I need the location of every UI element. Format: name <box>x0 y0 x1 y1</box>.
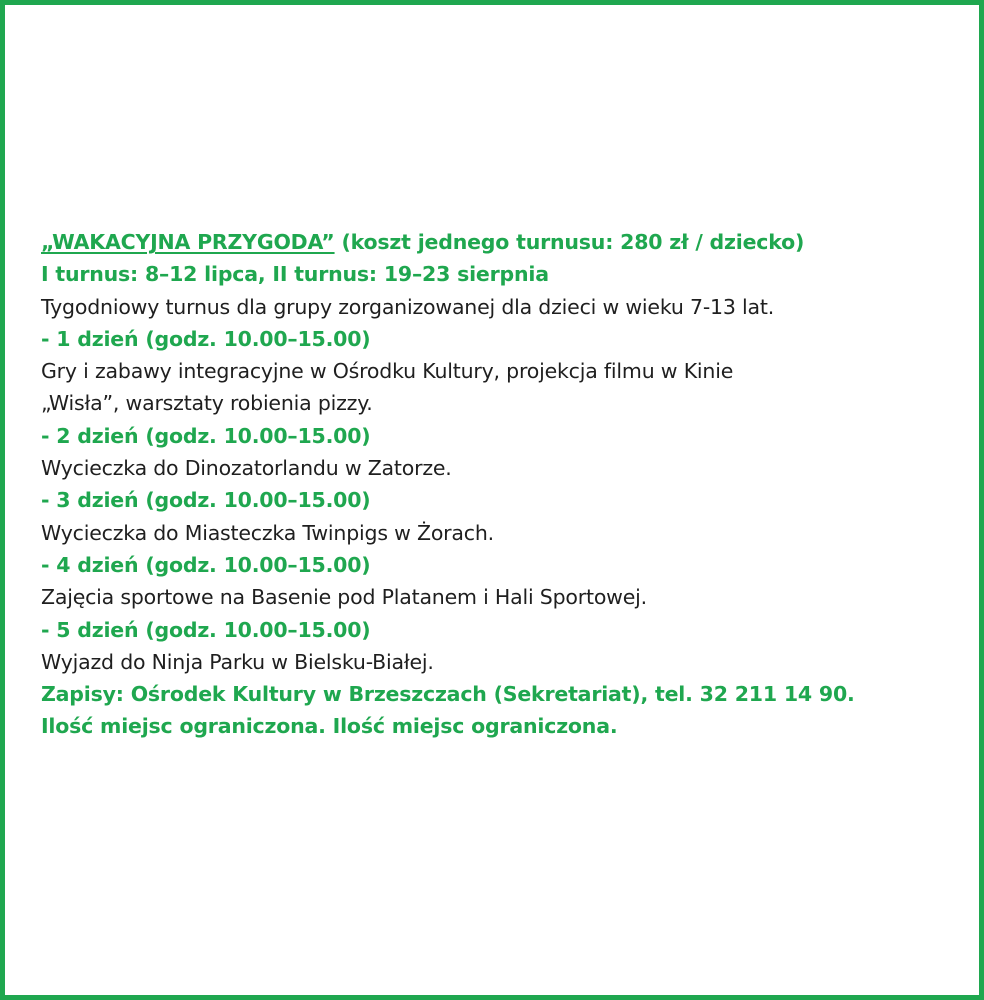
intro-text: Tygodniowy turnus dla grupy zorganizowanej dla dzieci w wieku 7-13 lat. <box>41 294 775 319</box>
day-1-description-line-2: „Wisła”, warsztaty robienia pizzy. <box>41 391 373 416</box>
day-3-description: Wycieczka do Miasteczka Twinpigs w Żorach. <box>41 520 494 545</box>
event-title: „WAKACYJNA PRZYGODA” <box>41 230 335 254</box>
day-4-heading: - 4 dzień (godz. 10.00–15.00) <box>41 552 371 577</box>
day-5-description: Wyjazd do Ninja Parku w Bielsku-Białej. <box>41 649 434 674</box>
limited-places: Ilość miejsc ograniczona. Ilość miejsc ograniczona. <box>41 714 618 739</box>
signup-info: Zapisy: Ośrodek Kultury w Brzeszczach (Sekretariat), tel. 32 211 14 90. <box>41 682 855 707</box>
title-line <box>41 226 961 258</box>
day-5-heading: - 5 dzień (godz. 10.00–15.00) <box>41 617 371 642</box>
day-1-description-line-1: Gry i zabawy integracyjne w Ośrodku Kultury, projekcja filmu w Kinie <box>41 359 734 384</box>
event-description <box>41 226 961 743</box>
turnus-dates: I turnus: 8–12 lipca, II turnus: 19–23 sierpnia <box>41 262 549 287</box>
day-2-heading: - 2 dzień (godz. 10.00–15.00) <box>41 423 371 448</box>
day-4-description: Zajęcia sportowe na Basenie pod Platanem i Hali Sportowej. <box>41 585 647 610</box>
day-3-heading: - 3 dzień (godz. 10.00–15.00) <box>41 488 371 513</box>
event-cost: (koszt jednego turnusu: 280 zł / dziecko) <box>334 230 805 254</box>
day-2-description: Wycieczka do Dinozatorlandu w Zatorze. <box>41 456 452 481</box>
day-1-heading: - 1 dzień (godz. 10.00–15.00) <box>41 326 371 351</box>
